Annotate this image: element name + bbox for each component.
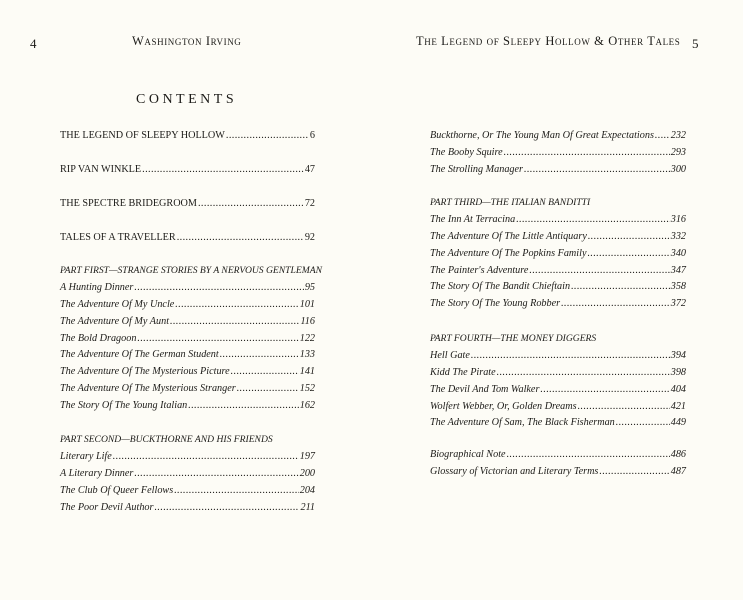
toc-entry[interactable]: The Adventure Of The Mysterious Stranger ..... 152: [60, 383, 315, 400]
back-matter: [430, 449, 686, 483]
toc-entry[interactable]: The Poor Devil Author ..... 211: [60, 502, 315, 519]
toc-entry[interactable]: The Booby Squire ..... 293: [430, 147, 686, 164]
part-first: [60, 265, 322, 417]
toc-entry[interactable]: Literary Life ..... 197: [60, 451, 315, 468]
right-page: [372, 0, 743, 600]
right-running-head: The Legend of Sleepy Hollow & Other Tales: [416, 34, 681, 48]
toc-entry[interactable]: A Literary Dinner ..... 200: [60, 468, 315, 485]
toc-entry[interactable]: THE SPECTRE BRIDEGROOM ..... 72: [60, 198, 315, 215]
toc-entry[interactable]: Biographical Note ..... 486: [430, 449, 686, 466]
toc-entry[interactable]: A Hunting Dinner ..... 95: [60, 282, 315, 299]
toc-entry[interactable]: TALES OF A TRAVELLER ..... 92: [60, 232, 315, 249]
major-entries: [60, 130, 315, 249]
toc-entry[interactable]: Kidd The Pirate ..... 398: [430, 367, 686, 384]
left-page: [0, 0, 371, 600]
toc-entry[interactable]: Buckthorne, Or The Young Man Of Great Expectations ..... 232: [430, 130, 686, 147]
toc-entry[interactable]: The Story Of The Bandit Chieftain ..... 358: [430, 281, 686, 298]
right-page-number: 5: [692, 36, 699, 51]
part-second-heading: PART SECOND—BUCKTHORNE AND HIS FRIENDS: [60, 434, 273, 445]
toc-entry[interactable]: The Strolling Manager ..... 300: [430, 164, 686, 181]
toc-entry[interactable]: The Adventure Of The Popkins Family ..... 340: [430, 248, 686, 265]
toc-entry[interactable]: RIP VAN WINKLE ..... 47: [60, 164, 315, 181]
toc-entry[interactable]: Hell Gate ..... 394: [430, 350, 686, 367]
toc-entry[interactable]: The Story Of The Young Robber ..... 372: [430, 298, 686, 315]
continued-entries: [430, 130, 686, 181]
toc-entry[interactable]: The Adventure Of The Mysterious Picture ..... 141: [60, 366, 315, 383]
toc-entry[interactable]: The Adventure Of My Aunt ..... 116: [60, 316, 315, 333]
toc-entry[interactable]: Wolfert Webber, Or, Golden Dreams ..... 421: [430, 401, 686, 418]
toc-entry[interactable]: THE LEGEND OF SLEEPY HOLLOW ..... 6: [60, 130, 315, 147]
toc-entry[interactable]: The Bold Dragoon ..... 122: [60, 333, 315, 350]
toc-entry[interactable]: The Painter's Adventure ..... 347: [430, 265, 686, 282]
left-running-head: Washington Irving: [132, 34, 242, 48]
part-third: [430, 197, 686, 315]
part-fourth-heading: PART FOURTH—THE MONEY DIGGERS: [430, 333, 597, 344]
toc-entry[interactable]: The Adventure Of My Uncle ..... 101: [60, 299, 315, 316]
part-second: [60, 434, 315, 518]
part-fourth: [430, 333, 686, 434]
toc-entry[interactable]: Glossary of Victorian and Literary Terms ..... 487: [430, 466, 686, 483]
contents-title: CONTENTS: [136, 92, 238, 107]
part-third-heading: PART THIRD—THE ITALIAN BANDITTI: [430, 197, 591, 208]
toc-entry[interactable]: The Adventure Of The Little Antiquary ..... 332: [430, 231, 686, 248]
toc-entry[interactable]: The Adventure Of Sam, The Black Fisherman ..... 449: [430, 417, 686, 434]
part-first-heading: PART FIRST—STRANGE STORIES BY A NERVOUS GENTLEMAN: [60, 265, 322, 276]
toc-entry[interactable]: The Inn At Terracina ..... 316: [430, 214, 686, 231]
toc-entry[interactable]: The Devil And Tom Walker ..... 404: [430, 384, 686, 401]
toc-entry[interactable]: The Club Of Queer Fellows ..... 204: [60, 485, 315, 502]
toc-entry[interactable]: The Adventure Of The German Student ..... 133: [60, 349, 315, 366]
toc-entry[interactable]: The Story Of The Young Italian ..... 162: [60, 400, 315, 417]
left-page-number: 4: [30, 36, 37, 51]
